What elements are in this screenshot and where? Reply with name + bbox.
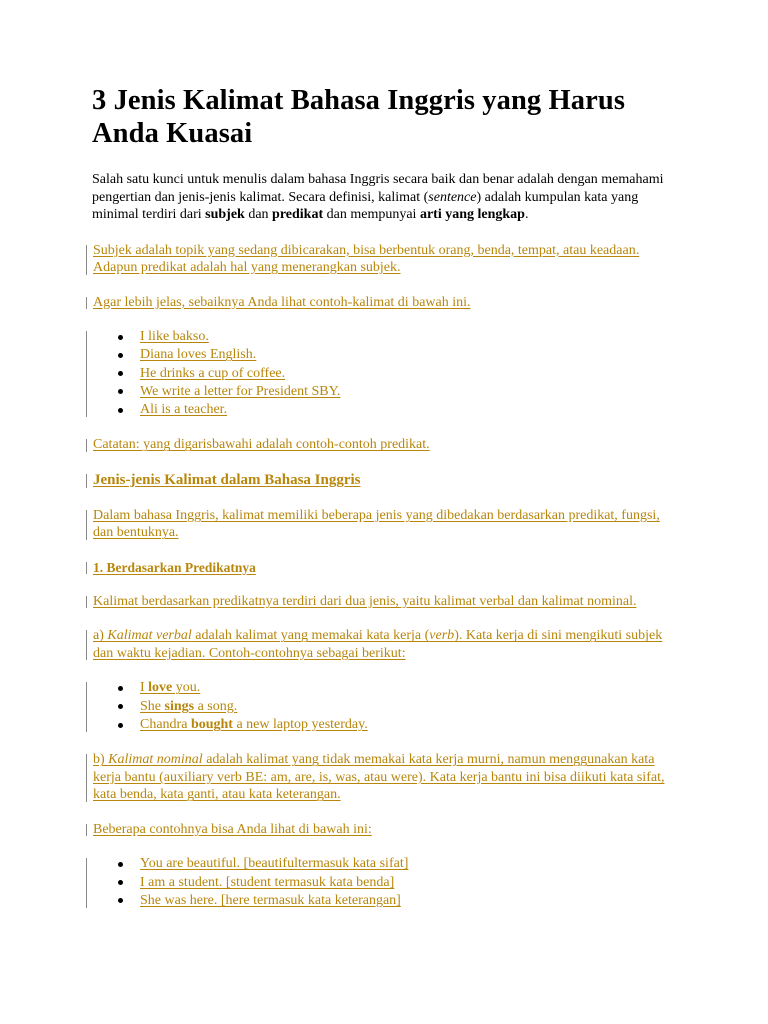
intro-text-4: dan mempunyai [323, 207, 420, 222]
example-predicate: sings [164, 698, 195, 714]
section-intro-link[interactable]: Dalam bahasa Inggris, kalimat memiliki beberapa jenis yang dibedakan berdasarkan predikat, fungsi, dan bentuknya. [93, 507, 660, 541]
verbal-example-link[interactable] [140, 680, 200, 695]
sub-intro-link[interactable]: Kalimat berdasarkan predikatnya terdiri dari dua jenis, yaitu kalimat verbal dan kalimat nominal. [93, 593, 637, 609]
list-item [140, 328, 682, 346]
intro-bold-predikat: predikat [272, 207, 324, 222]
example-link[interactable]: We write a letter for President SBY. [140, 383, 341, 399]
intro-sentence-italic: sentence [428, 189, 477, 205]
list-item [140, 365, 682, 383]
list-item [140, 698, 682, 716]
intro-bold-arti: arti yang lengkap [419, 207, 525, 222]
nominal-example-link[interactable]: I am a student. [student termasuk kata benda] [140, 874, 395, 890]
example-link[interactable]: I like bakso. [140, 329, 209, 344]
example-predicate: bought [190, 717, 233, 733]
example-predicate: love [148, 680, 173, 696]
nominal-intro-link[interactable]: Beberapa contohnya bisa Anda lihat di bawah ini: [93, 821, 372, 837]
example-pre: I [140, 680, 149, 696]
list-item [140, 892, 682, 910]
example-post: you. [172, 680, 201, 696]
example-intro-block [92, 294, 682, 312]
nominal-prefix: b) [93, 752, 109, 768]
nominal-example-link[interactable]: She was here. [here termasuk kata keterangan] [140, 892, 401, 908]
definition-link[interactable]: Subjek adalah topik yang sedang dibicarakan, bisa berbentuk orang, benda, tempat, atau keadaan. Adapun predikat adalah hal yang menerangkan subjek. [93, 242, 640, 275]
verbal-verb-italic: verb [429, 628, 455, 644]
example-pre: She [140, 698, 165, 714]
section-heading[interactable]: Jenis-jenis Kalimat dalam Bahasa Inggris [93, 471, 361, 488]
section-heading-block [92, 471, 682, 490]
note-block [92, 436, 682, 454]
verbal-term: Kalimat verbal [107, 628, 192, 644]
example-pre: Chandra [140, 717, 191, 733]
list-item [140, 874, 682, 892]
verbal-examples-block [92, 679, 682, 734]
example-link[interactable]: Ali is a teacher. [140, 402, 228, 418]
list-item [140, 346, 682, 364]
section-intro-block [92, 507, 682, 542]
verbal-example-link[interactable] [140, 699, 237, 714]
nominal-term: Kalimat nominal [108, 752, 203, 768]
nominal-definition-link[interactable] [93, 751, 682, 804]
sub-intro-block [92, 593, 682, 611]
verbal-example-link[interactable] [140, 717, 368, 732]
example-post: a song. [194, 698, 238, 714]
article [92, 84, 682, 910]
sub-heading-block [92, 559, 682, 576]
examples-block [92, 328, 682, 419]
nominal-example-link[interactable]: You are beautiful. [beautifultermasuk kata sifat] [140, 856, 409, 872]
intro-paragraph [92, 171, 682, 224]
intro-bold-subjek: subjek [205, 207, 245, 222]
list-item [140, 679, 682, 697]
nominal-intro-block [92, 821, 682, 839]
definition-block [92, 242, 682, 277]
example-post: a new laptop yesterday. [232, 717, 368, 733]
sub-heading-predikat[interactable]: 1. Berdasarkan Predikatnya [93, 559, 256, 575]
nominal-block [92, 751, 682, 804]
nominal-examples-block [92, 855, 682, 910]
example-link[interactable]: He drinks a cup of coffee. [140, 365, 286, 381]
verbal-example-list [93, 679, 682, 734]
list-item [140, 401, 682, 419]
intro-text-5: . [524, 207, 529, 222]
verbal-definition-link[interactable] [93, 627, 682, 662]
verbal-prefix: a) [93, 628, 108, 644]
verbal-mid: adalah kalimat yang memakai kata kerja ( [191, 628, 430, 644]
list-item [140, 716, 682, 734]
example-intro-link[interactable]: Agar lebih jelas, sebaiknya Anda lihat contoh-kalimat di bawah ini. [93, 294, 471, 310]
intro-text-1: Salah satu kunci untuk menulis dalam bahasa Inggris secara baik dan benar adalah dengan memahami pengertian dan jenis-jenis kalimat. Secara definisi, kalimat ( [92, 172, 664, 205]
intro-text-2: ) adalah kumpulan kata yang minimal terdiri dari [92, 189, 639, 222]
intro-text-3: dan [244, 207, 273, 222]
list-item [140, 383, 682, 401]
note-link[interactable]: Catatan: yang digarisbawahi adalah contoh-contoh predikat. [93, 437, 430, 453]
example-link[interactable]: Diana loves English. [140, 347, 257, 363]
page-title: 3 Jenis Kalimat Bahasa Inggris yang Harus Anda Kuasai [92, 85, 626, 149]
example-list [93, 328, 682, 419]
verbal-rest: ). Kata kerja di sini mengikuti subjek dan waktu kejadian. Contoh-contohnya sebagai berikut: [93, 628, 663, 661]
nominal-rest: adalah kalimat yang tidak memakai kata kerja murni, namun menggunakan kata kerja bantu (auxiliary verb BE: am, are, is, was, atau were). Kata kerja bantu ini bisa diikuti kata sifat, kata benda, kata ganti, atau kata keterangan. [93, 752, 665, 803]
list-item [140, 855, 682, 873]
nominal-example-list [93, 855, 682, 910]
verbal-block [92, 627, 682, 662]
